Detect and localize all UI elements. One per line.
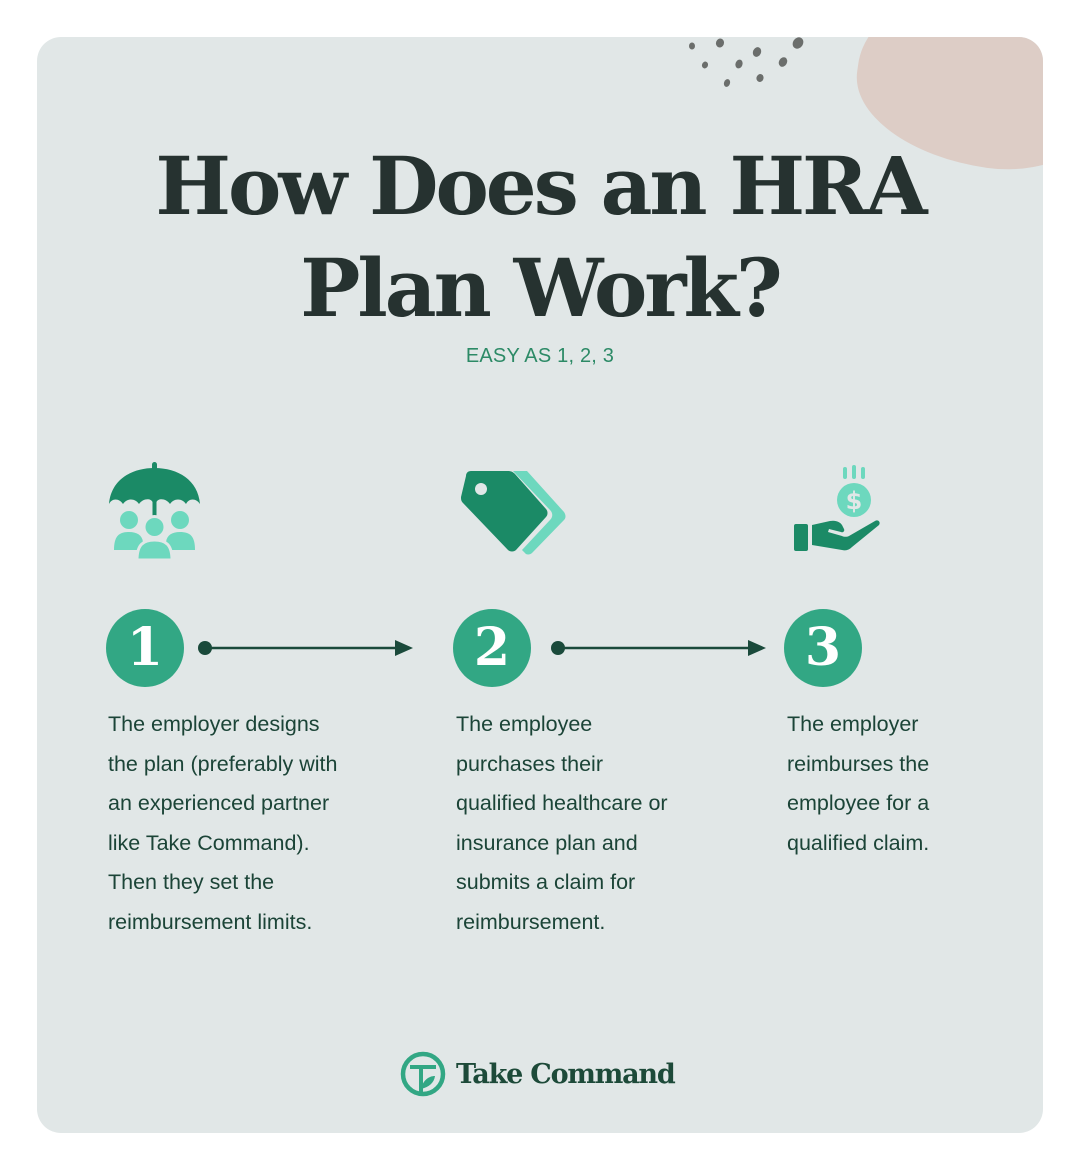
text-line: qualified healthcare or <box>456 791 668 815</box>
text-line: Then they set the <box>108 870 275 894</box>
title-line-2: Plan Work? <box>300 241 780 335</box>
text-line: qualified claim. <box>787 830 930 855</box>
brand-logo <box>400 1049 675 1099</box>
text-line: insurance plan and <box>456 830 638 855</box>
page-title <box>37 135 1043 339</box>
arrow-icon <box>550 640 768 656</box>
step-3-description <box>787 705 1007 863</box>
subtitle: EASY AS 1, 2, 3 <box>465 345 615 367</box>
hand-coin-icon <box>792 465 882 553</box>
text-line: employee for a <box>787 791 930 815</box>
text-line: The employer designs <box>108 712 320 736</box>
brand-name: Take Command <box>456 1058 675 1090</box>
take-command-logo-icon <box>400 1051 446 1097</box>
umbrella-people-icon <box>107 462 202 562</box>
text-line: purchases their <box>456 751 603 776</box>
step-number-1: 1 <box>106 609 184 687</box>
text-line: the plan (preferably with <box>108 751 338 776</box>
text-line: The employer <box>787 712 919 736</box>
decorative-dots-icon <box>687 37 817 97</box>
text-line: reimburses the <box>787 751 930 776</box>
text-line: like Take Command). <box>108 830 310 855</box>
text-line: reimbursement limits. <box>108 909 313 934</box>
text-line: submits a claim for <box>456 870 636 894</box>
title-line-1: How Does an HRA <box>155 139 925 233</box>
text-line: The employee <box>456 712 593 736</box>
arrow-icon <box>197 640 415 656</box>
step-number-3: 3 <box>784 609 862 687</box>
price-tags-icon <box>458 468 568 558</box>
step-1-description <box>108 705 408 942</box>
svg-text:$: $ <box>845 487 863 515</box>
step-number-2: 2 <box>453 609 531 687</box>
step-2-description <box>456 705 756 942</box>
infographic-card <box>37 37 1043 1133</box>
text-line: reimbursement. <box>456 909 606 934</box>
text-line: an experienced partner <box>108 791 330 815</box>
